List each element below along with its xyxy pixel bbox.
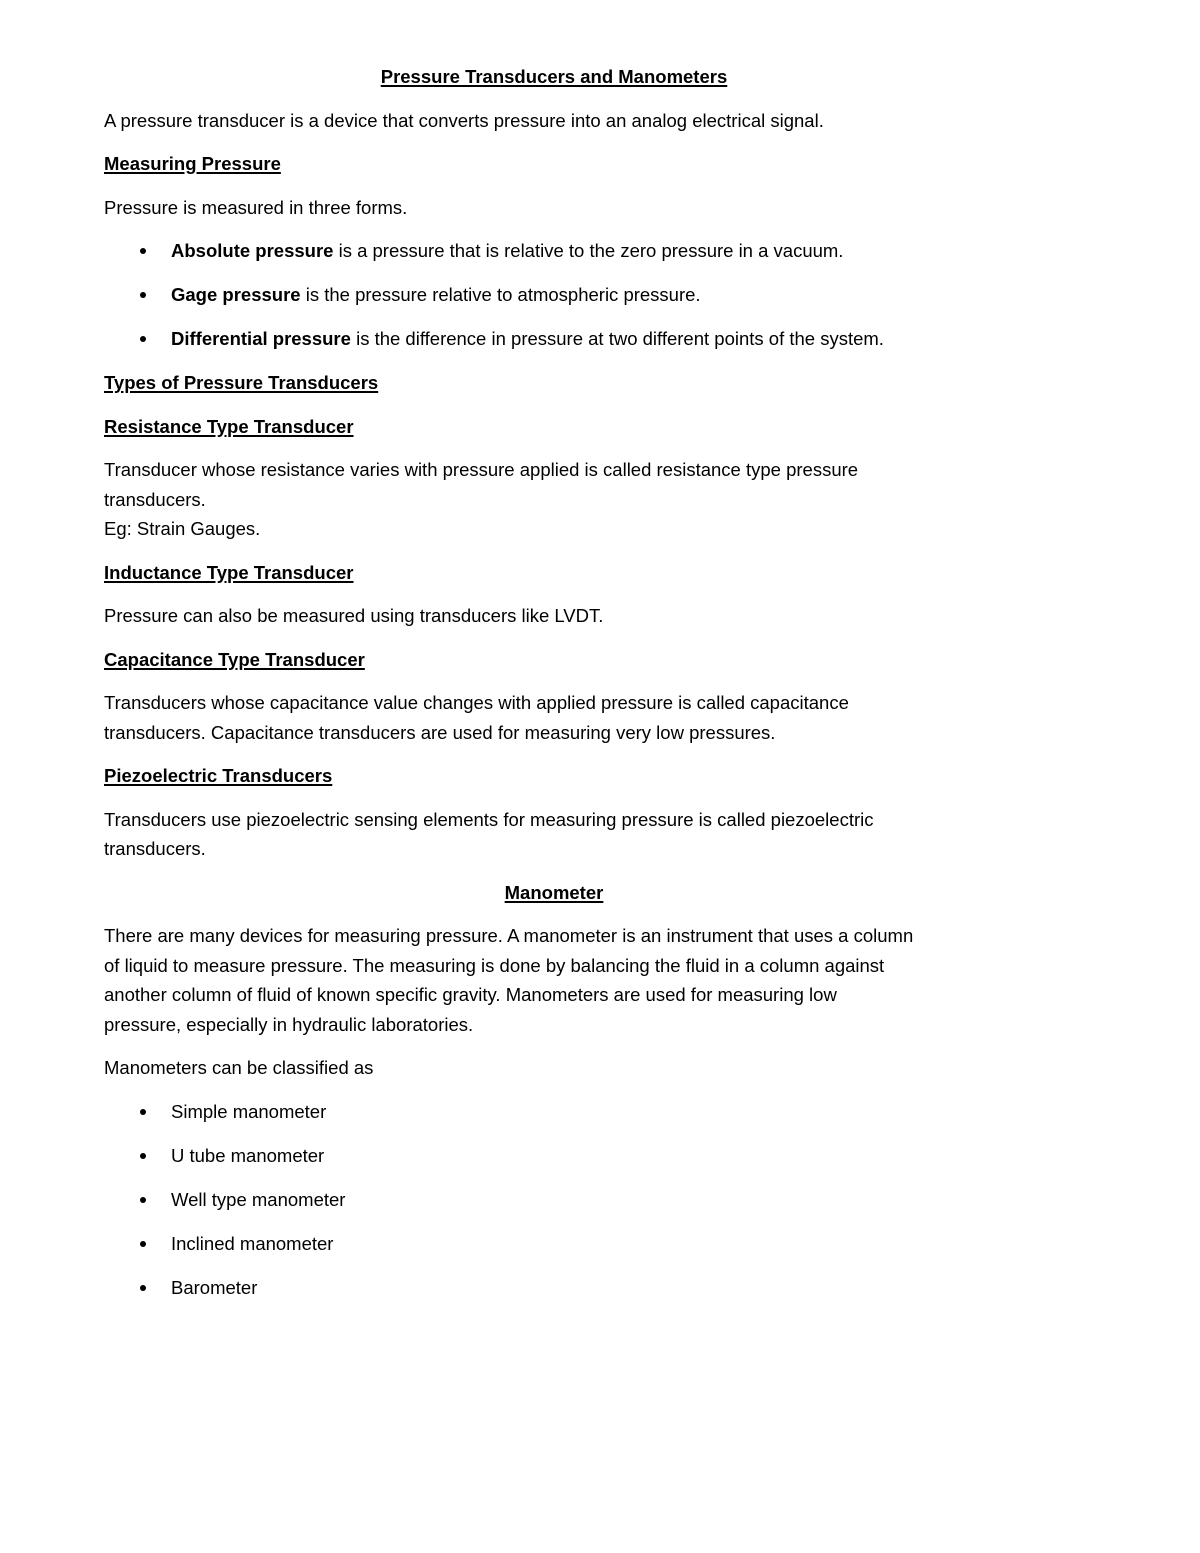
document-page [104,62,1004,1317]
bullet-icon [140,1241,146,1247]
inductance-paragraph: Pressure can also be measured using transducers like LVDT. [104,605,604,626]
capacitance-line-1: Transducers whose capacitance value changes with applied pressure is called capacitance [104,692,849,713]
list-item-term: Absolute pressure [171,240,334,261]
bullet-icon [140,292,146,298]
list-item [104,236,1004,266]
resistance-line-1: Transducer whose resistance varies with pressure applied is called resistance type pressure [104,459,859,480]
list-item-text: Inclined manometer [171,1232,334,1254]
list-item-text: is the difference in pressure at two different points of the system. [350,328,884,349]
bullet-icon [140,1285,146,1291]
types-heading: Types of Pressure Transducers [104,372,379,393]
manometer-line-2: of liquid to measure pressure. The measuring is done by balancing the fluid in a column against [104,954,885,976]
list-item [104,1273,1004,1303]
list-item-term: Gage pressure [171,284,301,305]
measuring-pressure-lead: Pressure is measured in three forms. [104,196,408,218]
piezoelectric-heading: Piezoelectric Transducers [104,765,333,786]
piezoelectric-line-1: Transducers use piezoelectric sensing elements for measuring pressure is called piezoelectric [104,808,874,830]
capacitance-heading: Capacitance Type Transducer [104,648,365,670]
bullet-icon [140,336,146,342]
list-item [104,1141,1004,1171]
capacitance-line-2: transducers. Capacitance transducers are used for measuring very low pressures. [104,721,776,743]
list-item [104,1097,1004,1127]
intro-paragraph: A pressure transducer is a device that converts pressure into an analog electrical signal. [104,109,824,131]
piezoelectric-line-2: transducers. [104,838,206,859]
piezoelectric-paragraph [104,805,1004,864]
capacitance-paragraph [104,688,1004,747]
list-item-text: is the pressure relative to atmospheric pressure. [300,284,701,305]
resistance-heading: Resistance Type Transducer [104,415,354,437]
manometer-lead: Manometers can be classified as [104,1057,374,1078]
pressure-forms-list [104,236,1004,354]
list-item [104,324,1004,354]
list-item [104,280,1004,310]
bullet-icon [140,1197,146,1203]
bullet-icon [140,248,146,254]
manometer-paragraph [104,921,1004,1039]
list-item-term: Differential pressure [171,328,351,349]
list-item [104,1229,1004,1259]
document-title: Pressure Transducers and Manometers [380,66,728,87]
measuring-pressure-heading: Measuring Pressure [104,153,281,174]
bullet-icon [140,1109,146,1115]
list-item-text: is a pressure that is relative to the zero pressure in a vacuum. [333,240,844,261]
resistance-line-2: transducers. [104,488,206,510]
manometer-line-1: There are many devices for measuring pressure. A manometer is an instrument that uses a column [104,925,914,946]
resistance-paragraph [104,455,1004,544]
list-item-text: Well type manometer [171,1188,346,1210]
resistance-example: Eg: Strain Gauges. [104,518,261,539]
manometer-line-3: another column of fluid of known specific gravity. Manometers are used for measuring low [104,984,837,1005]
manometer-heading: Manometer [504,881,604,903]
list-item-text: Simple manometer [171,1100,327,1122]
manometer-line-4: pressure, especially in hydraulic laboratories. [104,1013,474,1035]
list-item-text: Barometer [171,1276,258,1298]
list-item [104,1185,1004,1215]
list-item-text: U tube manometer [171,1144,325,1166]
inductance-heading: Inductance Type Transducer [104,561,354,583]
bullet-icon [140,1153,146,1159]
manometer-types-list [104,1097,1004,1303]
